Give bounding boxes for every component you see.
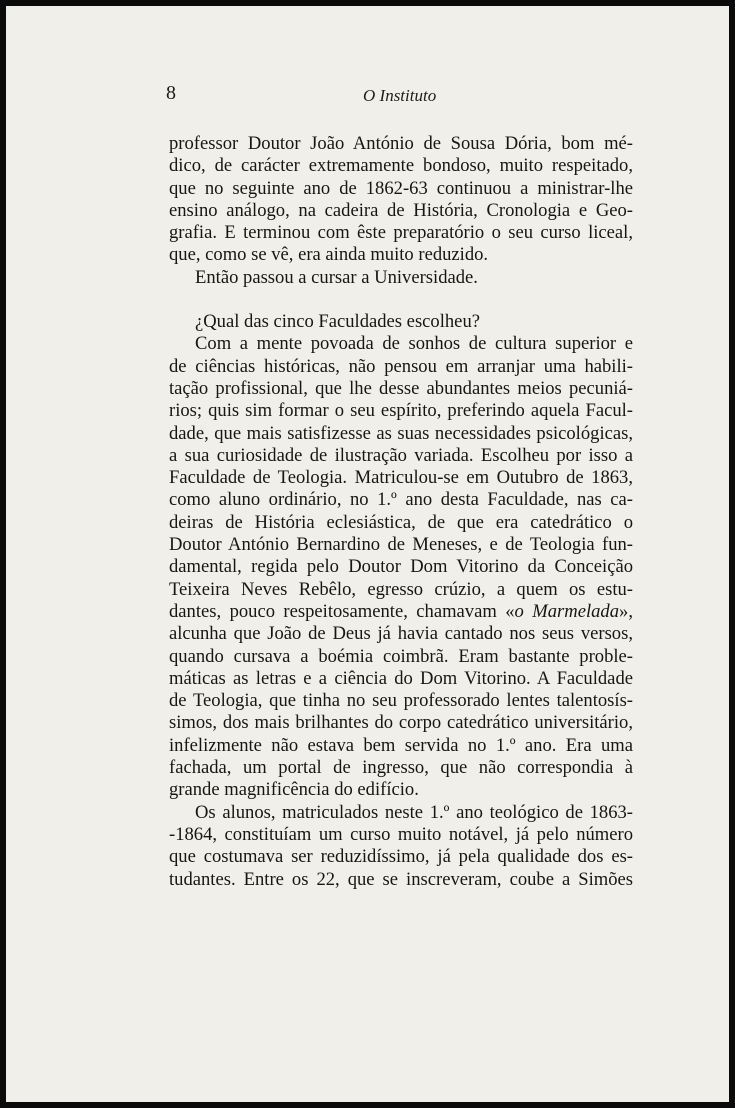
book-page	[6, 6, 729, 1102]
text-line: simos, dos mais brilhantes do corpo catedrático universitário,	[169, 712, 633, 734]
body-text	[169, 133, 633, 891]
text-line: Teixeira Neves Rebêlo, egresso crúzio, a quem os estu-	[169, 578, 633, 600]
text-line: rios; quis sim formar o seu espírito, preferindo aquela Facul-	[169, 400, 633, 422]
text-line: tudantes. Entre os 22, que se inscreveram, coube a Simões	[169, 868, 633, 890]
paragraph	[169, 267, 633, 289]
text-line: como aluno ordinário, no 1.º ano desta Faculdade, nas ca-	[169, 489, 633, 511]
text-line: infelizmente não estava bem servida no 1.º ano. Era uma	[169, 734, 633, 756]
text-line: de Teologia, que tinha no seu professorado lentes talentosís-	[169, 690, 633, 712]
text-line: quando cursava a boémia coimbrã. Eram bastante proble-	[169, 645, 633, 667]
text-line: grande magnificência do edifício.	[169, 779, 419, 801]
text-line: alcunha que João de Deus já havia cantado nos seus versos,	[169, 623, 633, 645]
text-line: ¿Qual das cinco Faculdades escolheu?	[195, 311, 480, 333]
text-line: dade, que mais satisfizesse as suas necessidades psicológicas,	[169, 422, 633, 444]
text-line: Então passou a cursar a Universidade.	[195, 266, 478, 288]
text-line: grafia. E terminou com êste preparatório o seu curso liceal,	[169, 222, 633, 244]
text-line: Com a mente povoada de sonhos de cultura superior e	[195, 333, 633, 355]
paragraph-gap	[169, 289, 633, 311]
running-title: O Instituto	[363, 86, 437, 105]
text-line: a sua curiosidade de ilustração variada. Escolheu por isso a	[169, 444, 633, 466]
text-line: fachada, um portal de ingresso, que não correspondia à	[169, 757, 633, 779]
paragraph	[169, 802, 633, 891]
text-line: dantes, pouco respeitosamente, chamavam «o Marmelada»,	[169, 600, 633, 622]
text-line: deiras de História eclesiástica, de que era catedrático o	[169, 511, 633, 533]
text-line: máticas as letras e a ciência do Dom Vitorino. A Faculdade	[169, 667, 633, 689]
text-line: damental, regida pelo Doutor Dom Vitorino da Conceição	[169, 556, 633, 578]
text-line: professor Doutor João António de Sousa Dória, bom mé-	[169, 133, 633, 154]
text-line: ensino análogo, na cadeira de História, Cronologia e Geo-	[169, 199, 633, 221]
page-number: 8	[166, 82, 176, 104]
page-header	[166, 82, 636, 112]
text-line: Doutor António Bernardino de Meneses, e de Teologia fun-	[169, 534, 633, 556]
text-line: tação profissional, que lhe desse abundantes meios pecuniá-	[169, 377, 633, 399]
paragraph	[169, 333, 633, 801]
nickname-italic: o Marmelada	[514, 600, 620, 622]
text-line: que costumava ser reduzidíssimo, já pela qualidade dos es-	[169, 846, 633, 868]
paragraph	[169, 133, 633, 267]
text-line: -1864, constituíam um curso muito notável, já pelo número	[169, 823, 633, 845]
text-line: de ciências históricas, não pensou em arranjar uma habili-	[169, 355, 633, 377]
paragraph	[169, 311, 633, 333]
text-line: Faculdade de Teologia. Matriculou-se em Outubro de 1863,	[169, 467, 633, 489]
text-line: Os alunos, matriculados neste 1.º ano teológico de 1863-	[195, 801, 633, 823]
text-line: que no seguinte ano de 1862-63 continuou a ministrar-lhe	[169, 177, 633, 199]
text-line: dico, de carácter extremamente bondoso, muito respeitado,	[169, 155, 633, 177]
text-line: que, como se vê, era ainda muito reduzido.	[169, 244, 489, 266]
